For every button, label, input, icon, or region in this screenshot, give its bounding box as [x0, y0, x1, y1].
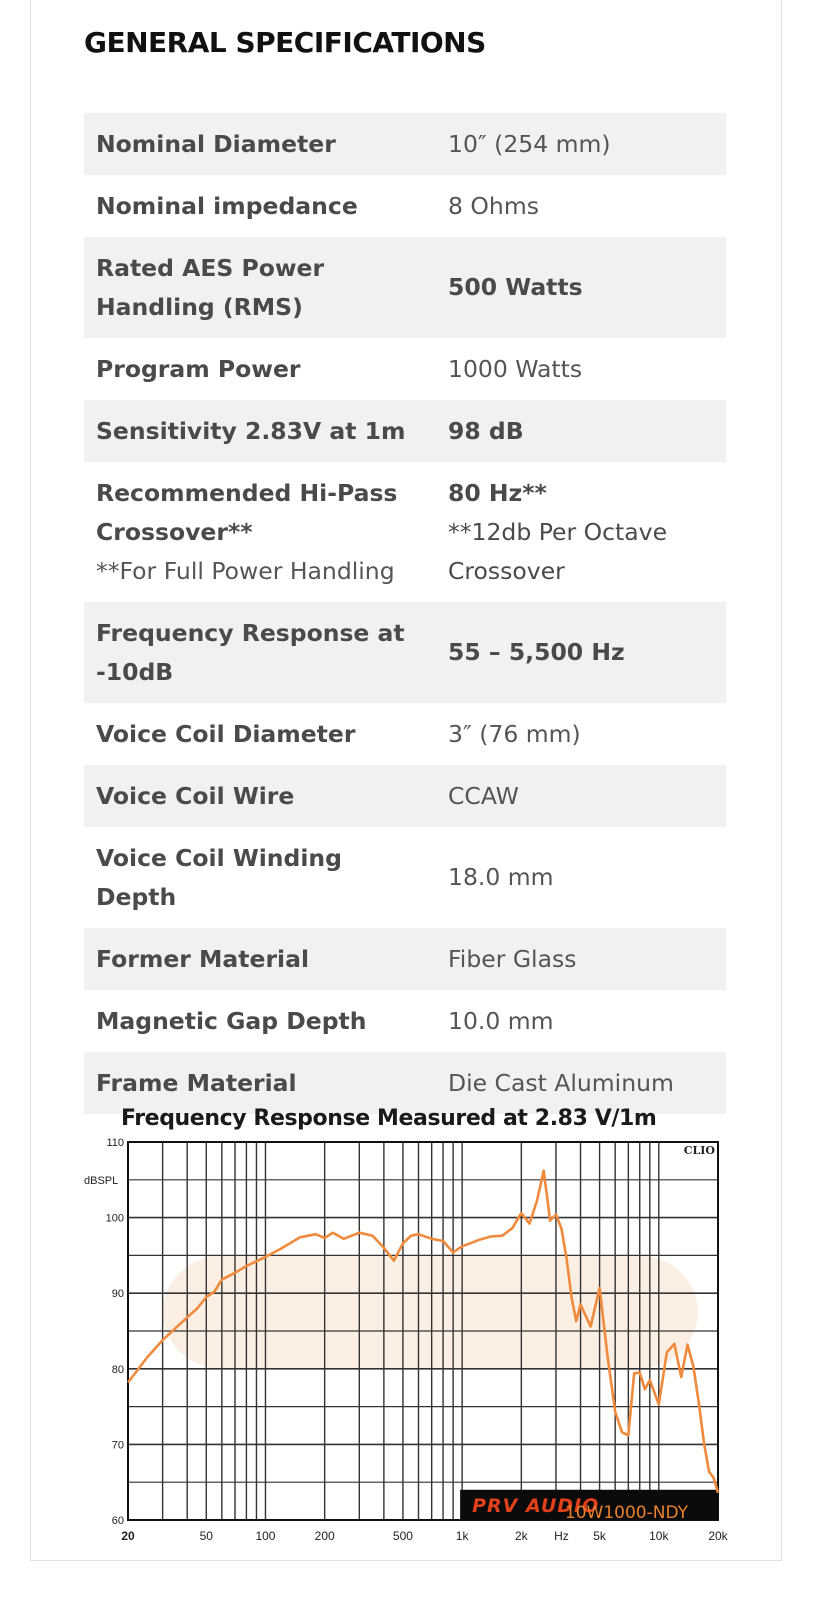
spec-value-text: 80 Hz** — [448, 478, 547, 507]
spec-value — [436, 338, 726, 400]
spec-label-text: Recommended Hi-Pass Crossover** — [96, 478, 398, 546]
y-tick-label: 60 — [111, 1515, 124, 1527]
y-tick-label: 80 — [111, 1363, 124, 1376]
spec-label — [84, 237, 436, 338]
spec-label-note: **For Full Power Handling — [96, 556, 395, 585]
spec-value-text: 500 Watts — [448, 273, 583, 301]
spec-value-text: 18.0 mm — [448, 863, 554, 891]
spec-value-text: 1000 Watts — [448, 354, 583, 383]
spec-label-text: Sensitivity 2.83V at 1m — [96, 416, 406, 445]
spec-label-text: Frequency Response at -10dB — [96, 618, 405, 686]
spec-row — [84, 703, 726, 765]
spec-label — [84, 462, 436, 602]
x-tick-label: 1k — [455, 1529, 469, 1543]
spec-label-text: Voice Coil Diameter — [96, 719, 356, 748]
y-tick-label: 100 — [105, 1212, 124, 1225]
spec-label — [84, 338, 436, 400]
spec-value-text: Fiber Glass — [448, 944, 577, 973]
spec-row — [84, 175, 726, 237]
spec-label — [84, 827, 436, 928]
spec-label-text: Rated AES Power Handling (RMS) — [96, 253, 325, 321]
y-tick-label: 110 — [106, 1137, 124, 1149]
spec-label — [84, 400, 436, 462]
spec-label — [84, 703, 436, 765]
model-label: 10W1000-NDY — [564, 1502, 688, 1523]
spec-row — [84, 602, 726, 703]
spec-label — [84, 990, 436, 1052]
spec-row — [84, 462, 726, 602]
page-title: GENERAL SPECIFICATIONS — [84, 26, 486, 59]
x-tick-label: 10k — [649, 1529, 669, 1543]
spec-label — [84, 765, 436, 827]
specs-table — [84, 113, 726, 1114]
spec-value-text: 3″ (76 mm) — [448, 719, 581, 748]
spec-row — [84, 827, 726, 928]
brand-logo: PRV AUDIO — [472, 1494, 600, 1517]
spec-value-note: **12db Per Octave Crossover — [448, 517, 668, 585]
spec-row — [84, 113, 726, 175]
spec-label — [84, 928, 436, 990]
spec-row — [84, 990, 726, 1052]
spec-value — [436, 703, 726, 765]
spec-label-text: Former Material — [96, 944, 310, 973]
spec-value-text: Die Cast Aluminum — [448, 1068, 674, 1097]
watermark — [163, 1255, 698, 1368]
spec-row — [84, 237, 726, 338]
spec-value — [436, 765, 726, 827]
spec-row — [84, 400, 726, 462]
x-tick-label: 500 — [392, 1529, 413, 1543]
spec-label-text: Voice Coil Winding Depth — [96, 843, 342, 911]
chart-title: Frequency Response Measured at 2.83 V/1m — [121, 1106, 657, 1131]
spec-row — [84, 338, 726, 400]
spec-value-text: 8 Ohms — [448, 191, 539, 220]
spec-value — [436, 175, 726, 237]
x-tick-label: 50 — [199, 1529, 213, 1543]
spec-value — [436, 113, 726, 175]
y-tick-label: 70 — [111, 1439, 124, 1452]
spec-value — [436, 462, 726, 602]
spec-value-text: 10.0 mm — [448, 1006, 554, 1035]
spec-value-text: 98 dB — [448, 416, 524, 445]
spec-value-text: 10″ (254 mm) — [448, 129, 611, 158]
frequency-response-chart — [80, 1100, 730, 1550]
spec-label — [84, 175, 436, 237]
spec-value — [436, 990, 726, 1052]
y-tick-label: 90 — [111, 1288, 124, 1301]
spec-value — [436, 602, 726, 703]
spec-label-text: Program Power — [96, 354, 301, 383]
spec-label-text: Nominal Diameter — [96, 129, 336, 158]
spec-label — [84, 113, 436, 175]
spec-label-text: Magnetic Gap Depth — [96, 1006, 367, 1035]
spec-value — [436, 928, 726, 990]
x-axis-label: Hz — [554, 1529, 569, 1543]
chart-svg — [80, 1100, 730, 1550]
x-tick-label: 20k — [708, 1529, 728, 1543]
x-tick-label: 5k — [593, 1529, 606, 1543]
spec-label-text: Nominal impedance — [96, 191, 358, 220]
x-tick-label: 100 — [255, 1529, 276, 1543]
spec-value-text: CCAW — [448, 781, 519, 810]
spec-row — [84, 928, 726, 990]
spec-row — [84, 765, 726, 827]
spec-label — [84, 602, 436, 703]
x-tick-label: 20 — [121, 1529, 135, 1543]
spec-label-text: Frame Material — [96, 1068, 297, 1097]
y-axis-label: dBSPL — [84, 1174, 119, 1187]
x-tick-label: 2k — [514, 1529, 528, 1543]
spec-value-text: 55 – 5,500 Hz — [448, 638, 625, 666]
spec-value — [436, 237, 726, 338]
x-tick-label: 200 — [314, 1529, 335, 1543]
clio-badge: CLIO — [683, 1144, 715, 1157]
spec-value — [436, 827, 726, 928]
spec-label-text: Voice Coil Wire — [96, 781, 295, 810]
spec-value — [436, 400, 726, 462]
